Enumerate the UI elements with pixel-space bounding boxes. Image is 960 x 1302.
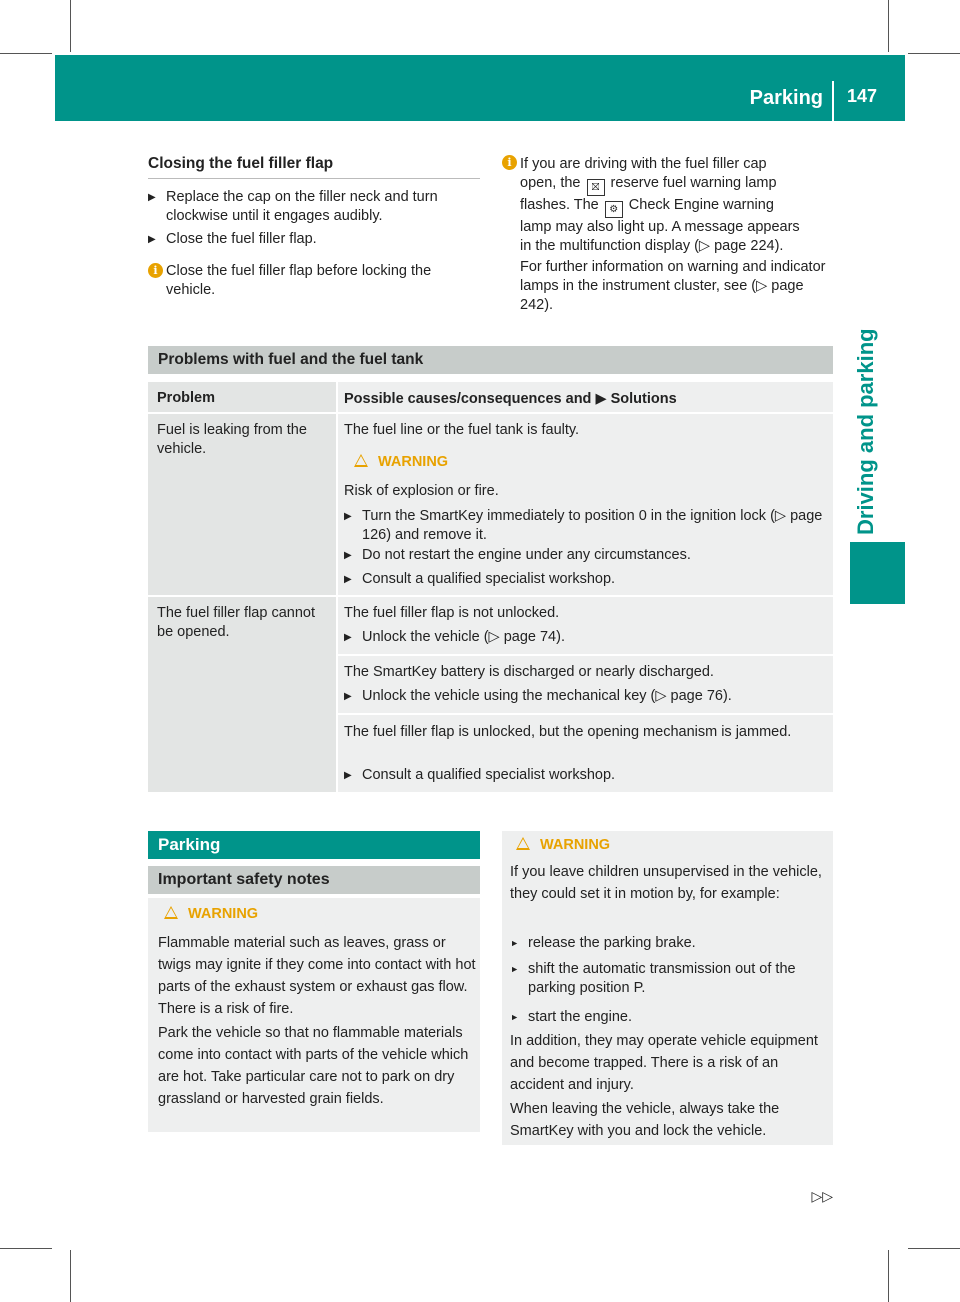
table-row — [338, 414, 833, 595]
warning-paragraph: In addition, they may operate vehicle equipment and become trapped. There is a risk of an accident and injury. — [510, 1033, 818, 1093]
warning-icon — [164, 906, 178, 919]
warning-icon — [354, 454, 368, 467]
info-paragraph: For further information on warning and indicator lamps in the instrument cluster, see (▷ page 242). — [520, 259, 826, 313]
info-text: Check Engine warning — [628, 197, 774, 213]
info-note — [520, 155, 832, 315]
warning-paragraph: When leaving the vehicle, always take the SmartKey with you and lock the vehicle. — [510, 1101, 780, 1139]
warning-text: WARNING — [378, 454, 449, 470]
parking-band — [148, 831, 480, 859]
info-text: reserve fuel warning lamp — [610, 175, 777, 191]
safety-notes-band — [148, 866, 480, 894]
crop-mark — [0, 53, 52, 54]
crop-mark — [888, 1250, 889, 1302]
info-text: open, the — [520, 175, 581, 191]
crop-mark — [888, 0, 889, 52]
info-icon: i — [148, 263, 163, 278]
problem-text: Fuel is leaking from the vehicle. — [157, 422, 307, 457]
solution-step: ▶ Turn the SmartKey immediately to position 0 in the ignition lock (▷ page 126) and remove it. — [344, 507, 832, 545]
column-header: Possible causes/consequences and ▶ Solutions — [344, 391, 677, 407]
side-tab-label: Driving and parking — [853, 328, 878, 535]
info-line: in the multifunction display (▷ page 224). — [520, 238, 784, 254]
heading-rule — [148, 178, 480, 179]
page-number: 147 — [846, 86, 877, 106]
info-text: flashes. The — [520, 197, 599, 213]
table-subrow — [338, 597, 833, 654]
cause-text: The fuel filler flap is not unlocked. — [344, 605, 560, 621]
table-subrow — [338, 656, 833, 713]
solution-step: ▶ Unlock the vehicle (▷ page 74). — [344, 628, 832, 647]
bullet-item: ▲ start the engine. — [510, 1008, 833, 1027]
problem-text: The fuel filler flap cannot be opened. — [157, 605, 315, 640]
warning-text: WARNING — [540, 837, 611, 853]
warning-text: WARNING — [188, 906, 259, 922]
safety-notes-title: Important safety notes — [158, 871, 330, 888]
section-title: Parking — [749, 87, 823, 109]
closing-heading: Closing the fuel filler flap — [148, 155, 334, 172]
cause-text: The SmartKey battery is discharged or nearly discharged. — [344, 664, 714, 680]
warning-paragraph: If you leave children unsupervised in the vehicle, they could set it in motion by, for example: — [510, 864, 822, 902]
crop-mark — [908, 53, 960, 54]
cause-text: The fuel line or the fuel tank is faulty. — [344, 422, 580, 438]
column-header: Problem — [157, 390, 216, 406]
warning-label — [354, 453, 448, 472]
table-row — [148, 597, 336, 792]
cause-text: The fuel filler flap is unlocked, but the opening mechanism is jammed. — [344, 724, 792, 740]
problems-title: Problems with fuel and the fuel tank — [158, 351, 424, 368]
solution-step: ▶ Consult a qualified specialist workshop. — [344, 570, 832, 589]
solution-step: ▶ Do not restart the engine under any circumstances. — [344, 546, 832, 565]
crop-mark — [908, 1248, 960, 1249]
bullet-item: ▲ release the parking brake. — [510, 934, 833, 953]
crop-mark — [70, 1250, 71, 1302]
warning-box-fire — [148, 898, 480, 1132]
warning-paragraph: Flammable material such as leaves, grass or twigs may ignite if they come into contact with hot parts of the exhaust system or exhaust gas flow. There is a risk of fire. — [158, 935, 476, 1017]
fuel-pump-icon: ⛝ — [587, 179, 605, 196]
crop-mark — [70, 0, 71, 52]
warning-label — [516, 836, 610, 855]
info-icon: i — [502, 155, 517, 170]
info-line — [520, 174, 832, 196]
solution-step: ▶ Consult a qualified specialist workshop. — [344, 766, 832, 785]
table-header-problem — [148, 382, 336, 412]
risk-text: Risk of explosion or fire. — [344, 483, 499, 499]
continued-arrows: ▷▷ — [811, 1188, 833, 1204]
crop-mark — [0, 1248, 52, 1249]
page-header — [55, 55, 905, 121]
info-line: lamp may also light up. A message appears — [520, 219, 800, 235]
warning-paragraph: Park the vehicle so that no flammable materials come into contact with parts of the vehicle which are hot. Take particular care not to park on dry grassland or harvested grain fields. — [158, 1025, 469, 1107]
header-divider — [832, 81, 834, 121]
table-header-solutions — [338, 382, 833, 412]
problems-band — [148, 346, 833, 374]
parking-title: Parking — [158, 835, 221, 854]
warning-label — [164, 905, 258, 924]
bullet-item: ▲ shift the automatic transmission out of the parking position P. — [510, 960, 833, 998]
warning-icon — [516, 837, 530, 850]
side-tab-block — [850, 542, 905, 604]
table-row — [148, 414, 336, 595]
table-subrow — [338, 715, 833, 792]
info-line — [520, 196, 832, 218]
info-line: If you are driving with the fuel filler cap — [520, 156, 767, 172]
closing-info: Close the fuel filler flap before locking the vehicle. — [166, 263, 432, 298]
solution-step: ▶ Unlock the vehicle using the mechanical key (▷ page 76). — [344, 687, 832, 706]
closing-step: ▶ Replace the cap on the filler neck and turn clockwise until it engages audibly. — [148, 188, 498, 226]
warning-box-children — [502, 831, 833, 1145]
side-tab — [848, 310, 888, 540]
closing-step: ▶ Close the fuel filler flap. — [148, 230, 498, 249]
engine-icon: ⚙ — [605, 201, 623, 218]
